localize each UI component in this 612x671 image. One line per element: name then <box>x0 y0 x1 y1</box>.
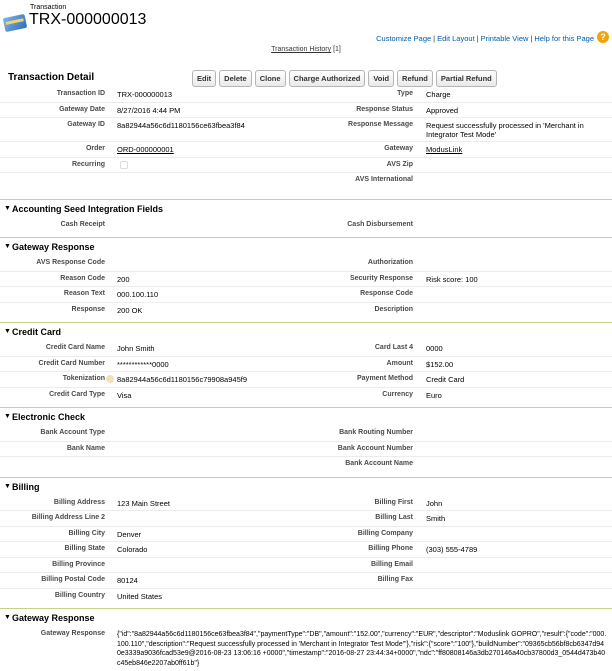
field-label-billing-country: Billing Country <box>54 591 105 599</box>
section-title: Credit Card <box>12 327 62 337</box>
detail-content <box>0 87 612 671</box>
page-links: Customize Page | Edit Layout | Printable View | Help for this Page <box>376 34 594 43</box>
section-header[interactable] <box>0 480 612 496</box>
collapse-triangle-icon[interactable]: ▼ <box>4 243 11 250</box>
field-value-gateway-response: {"id":"8a82944a56c6d1180156ce63fbea3f84","paymentType":"DB","amount":"152.00","currency":"EUR","descriptor":"Moduslink GOPRO","result":{"code":"000.100.110","description":"Request successfully processed in 'Merchant in Integrator Test Mode'"},"risk":{"score":"100"},"buildNumber":"09365cb56bf8cb6347d940e3339a9036fcad53e9@2016-08-23 13:06:16 +0000","timestamp":"2016-08-27 23:44:34+0000","ndc":"ff80808146a3db270146a40cb37800d3_0544d473b40c45eb846e2207ab0ff61b"} <box>117 631 607 667</box>
field-label-response: Response <box>71 305 105 313</box>
section-gateway-response <box>0 608 612 671</box>
field-value-transaction-id: TRX-000000013 <box>117 90 173 99</box>
section-accounting-seed-integration-fields <box>0 199 612 234</box>
field-label-bank-account-type: Bank Account Type <box>40 429 105 436</box>
field-label-recurring: Recurring <box>71 160 105 168</box>
section-header[interactable] <box>0 611 612 627</box>
field-label-avs-zip: AVS Zip <box>386 160 413 168</box>
field-label-billing-state: Billing State <box>64 545 105 552</box>
field-value-response-message: Request successfully processed in 'Merchant in Integrator Test Mode' <box>426 121 584 139</box>
section-title: Billing <box>12 481 40 492</box>
field-row <box>0 558 612 574</box>
transaction-history-link[interactable]: Transaction History <box>271 46 332 53</box>
field-label-billing-first: Billing First <box>374 498 413 506</box>
field-value-credit-card-type: Visa <box>117 390 132 400</box>
field-label-billing-fax: Billing Fax <box>377 576 413 583</box>
field-label-credit-card-type: Credit Card Type <box>49 390 105 398</box>
field-row <box>0 511 612 527</box>
collapse-triangle-icon[interactable]: ▼ <box>4 614 11 621</box>
field-row <box>0 457 612 473</box>
section-credit-card <box>0 322 612 403</box>
field-label-billing-email: Billing Email <box>370 560 413 568</box>
delete-button[interactable]: Delete <box>219 70 252 87</box>
field-value-card-last-4: 0000 <box>426 344 443 353</box>
field-value-credit-card-number: ************0000 <box>117 359 169 369</box>
field-row <box>0 303 612 319</box>
field-label-billing-province: Billing Province <box>52 560 105 568</box>
detail-title: Transaction Detail <box>8 72 95 83</box>
field-row <box>0 496 612 512</box>
field-label-billing-address-line-2: Billing Address Line 2 <box>31 514 105 521</box>
field-value-payment-method: Credit Card <box>426 375 465 384</box>
field-value-billing-last: Smith <box>426 514 446 523</box>
void-button[interactable]: Void <box>368 70 394 87</box>
field-value-security-response: Risk score: 100 <box>426 274 478 284</box>
field-value-gateway[interactable]: ModusLink <box>426 145 463 154</box>
field-row <box>0 388 612 404</box>
info-icon[interactable] <box>106 375 114 383</box>
section-header[interactable] <box>0 202 612 218</box>
edit-button[interactable]: Edit <box>192 70 216 87</box>
field-label-bank-account-number: Bank Account Number <box>337 444 413 452</box>
field-label-type: Type <box>397 90 413 97</box>
field-label-response-status: Response Status <box>356 105 413 113</box>
field-value-response: 200 OK <box>117 305 143 315</box>
field-row <box>0 426 612 442</box>
field-value-billing-first: John <box>426 498 443 508</box>
credit-card-icon <box>3 14 27 32</box>
field-label-bank-name: Bank Name <box>66 444 105 452</box>
field-label-response-message: Response Message <box>348 121 413 128</box>
field-label-credit-card-number: Credit Card Number <box>38 359 105 367</box>
field-value-currency: Euro <box>426 390 442 400</box>
field-row <box>0 357 612 373</box>
record-name: TRX-000000013 <box>29 11 147 28</box>
field-row <box>0 542 612 558</box>
partial-refund-button[interactable]: Partial Refund <box>436 70 497 87</box>
field-label-amount: Amount <box>386 359 413 367</box>
field-value-amount: $152.00 <box>426 359 454 369</box>
field-value-gateway-date: 8/27/2016 4:44 PM <box>117 105 181 115</box>
field-row <box>0 256 612 272</box>
field-label-billing-postal-code: Billing Postal Code <box>41 576 105 583</box>
field-value-billing-address: 123 Main Street <box>117 498 170 508</box>
section-header[interactable] <box>0 240 612 256</box>
field-value-order[interactable]: ORD-000000001 <box>117 145 174 154</box>
field-value-billing-country: United States <box>117 591 163 601</box>
field-row <box>0 158 612 174</box>
field-label-bank-account-name: Bank Account Name <box>345 460 413 467</box>
field-label-tokenization: Tokenization <box>62 375 105 382</box>
section-title: Gateway Response <box>12 242 95 252</box>
field-value-billing-state: Colorado <box>117 545 148 554</box>
field-label-gateway-id: Gateway ID <box>67 121 105 128</box>
field-row <box>0 173 612 189</box>
field-value-type: Charge <box>426 90 451 99</box>
field-value-billing-postal-code: 80124 <box>117 576 138 585</box>
field-value-billing-city: Denver <box>117 529 142 539</box>
field-row <box>0 372 612 388</box>
edit-layout-link[interactable]: Edit Layout <box>437 34 475 43</box>
object-type-label: Transaction <box>30 4 67 11</box>
field-label-bank-routing-number: Bank Routing Number <box>339 429 413 436</box>
field-row <box>0 118 612 142</box>
field-label-avs-response-code: AVS Response Code <box>36 259 105 266</box>
help-icon[interactable]: ? <box>597 31 609 43</box>
field-label-order: Order <box>85 145 105 152</box>
field-label-billing-last: Billing Last <box>375 514 413 521</box>
field-label-avs-international: AVS International <box>355 176 413 183</box>
help-link[interactable]: Help for this Page <box>534 34 594 43</box>
field-label-transaction-id: Transaction ID <box>56 90 105 97</box>
field-row <box>0 103 612 119</box>
field-label-billing-company: Billing Company <box>357 529 413 537</box>
section-gateway-response <box>0 237 612 318</box>
printable-view-link[interactable]: Printable View <box>480 34 529 43</box>
refund-button[interactable]: Refund <box>397 70 433 87</box>
field-value-credit-card-name: John Smith <box>117 344 155 353</box>
field-row <box>0 527 612 543</box>
field-value-gateway-id: 8a82944a56c6d1180156ce63fbea3f84 <box>117 121 245 130</box>
field-row <box>0 142 612 158</box>
field-label-response-code: Response Code <box>360 290 413 297</box>
field-label-cash-receipt: Cash Receipt <box>60 220 105 228</box>
field-label-reason-text: Reason Text <box>63 290 105 297</box>
field-row <box>0 218 612 234</box>
collapse-triangle-icon[interactable]: ▼ <box>4 482 11 490</box>
field-label-authorization: Authorization <box>367 259 413 266</box>
field-label-reason-code: Reason Code <box>60 274 105 282</box>
section-main <box>0 87 612 195</box>
field-label-payment-method: Payment Method <box>356 375 413 382</box>
field-value-billing-phone: (303) 555-4789 <box>426 545 478 554</box>
field-value-response-status: Approved <box>426 105 459 115</box>
collapse-triangle-icon[interactable]: ▼ <box>4 204 11 212</box>
detail-buttons <box>192 70 497 87</box>
collapse-triangle-icon[interactable]: ▼ <box>4 413 11 420</box>
customize-page-link[interactable]: Customize Page <box>376 34 432 43</box>
section-title: Gateway Response <box>12 613 95 623</box>
section-header[interactable] <box>0 410 612 426</box>
field-label-description: Description <box>374 305 413 313</box>
field-label-billing-city: Billing City <box>68 529 105 537</box>
field-row <box>0 341 612 357</box>
charge-authorized-button[interactable]: Charge Authorized <box>289 70 366 87</box>
field-value-tokenization: 8a82944a56c6d1180156c79908a945f9 <box>117 375 247 384</box>
field-label-gateway-date: Gateway Date <box>59 105 105 113</box>
section-header[interactable] <box>0 325 612 341</box>
field-label-billing-address: Billing Address <box>53 498 105 506</box>
field-value-reason-code: 200 <box>117 274 130 284</box>
related-list-links <box>0 46 612 53</box>
field-label-billing-phone: Billing Phone <box>368 545 413 552</box>
field-label-currency: Currency <box>382 390 413 398</box>
field-row <box>0 589 612 605</box>
section-electronic-check <box>0 407 612 473</box>
field-row <box>0 442 612 458</box>
field-label-card-last-4: Card Last 4 <box>374 344 413 351</box>
section-billing <box>0 477 612 605</box>
field-row <box>0 573 612 589</box>
section-title: Electronic Check <box>12 412 86 422</box>
field-label-cash-disbursement: Cash Disbursement <box>347 220 413 228</box>
collapse-triangle-icon[interactable]: ▼ <box>4 328 11 335</box>
field-row <box>0 287 612 303</box>
section-title: Accounting Seed Integration Fields <box>12 203 164 214</box>
field-row <box>0 87 612 103</box>
recurring-checkbox <box>120 161 128 169</box>
field-row <box>0 272 612 288</box>
transaction-history-count: [1] <box>333 46 341 53</box>
field-label-credit-card-name: Credit Card Name <box>45 344 105 351</box>
field-value-reason-text: 000.100.110 <box>117 290 159 299</box>
field-label-gateway-response: Gateway Response <box>40 630 105 637</box>
clone-button[interactable]: Clone <box>255 70 286 87</box>
field-label-gateway: Gateway <box>384 145 413 152</box>
field-label-security-response: Security Response <box>349 274 413 282</box>
